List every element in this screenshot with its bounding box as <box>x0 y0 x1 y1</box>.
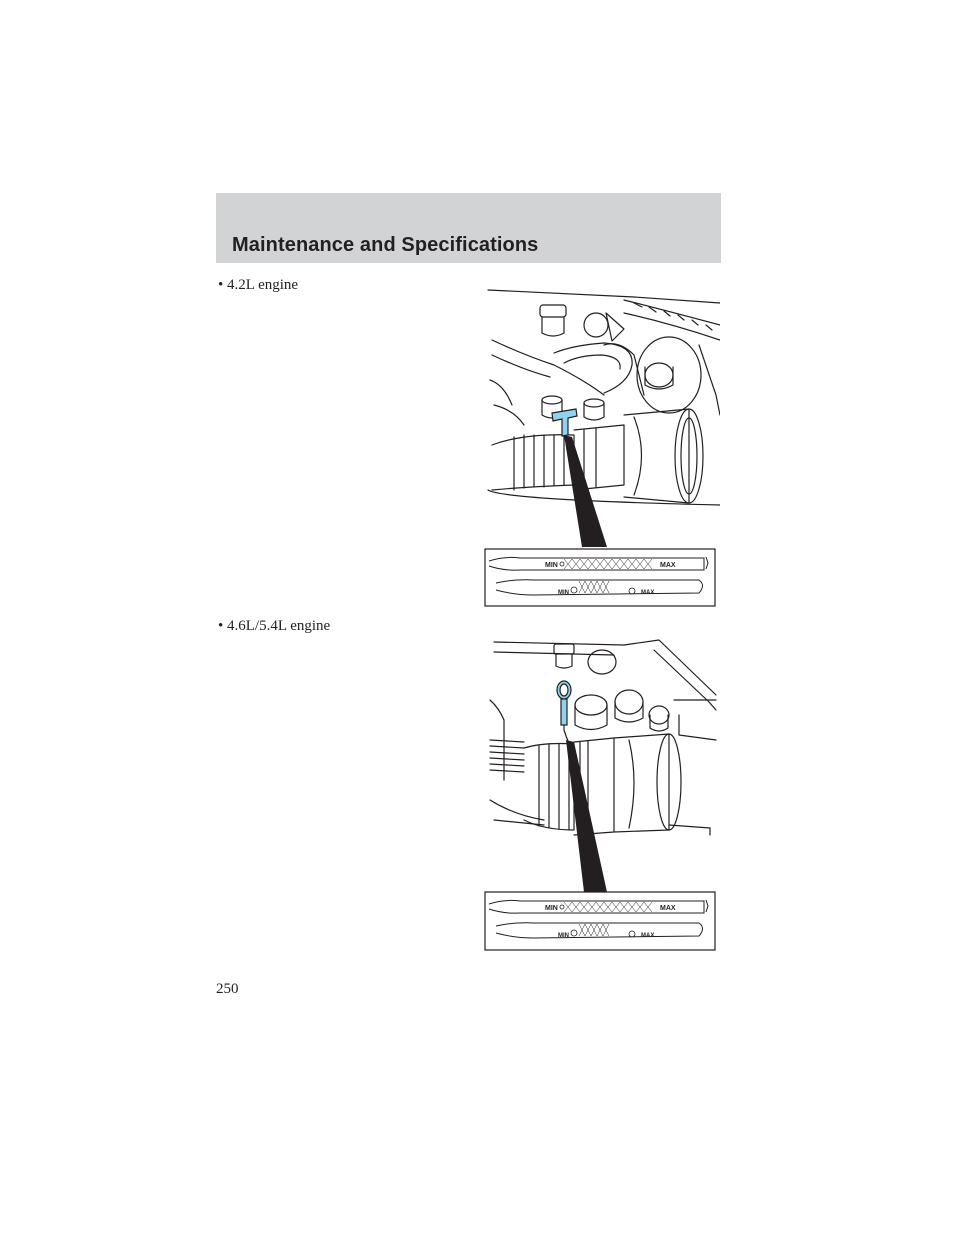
dipstick-max-label-2: MAX <box>641 933 655 939</box>
section-title: Maintenance and Specifications <box>232 234 539 256</box>
page-number: 250 <box>216 981 239 997</box>
dipstick-handle <box>552 409 577 436</box>
dipstick-min-label: MIN <box>545 905 558 912</box>
bullet-4-6l-5-4l-engine: • 4.6L/5.4L engine <box>218 618 331 634</box>
dipstick-handle <box>557 681 571 725</box>
dipstick-max-label-2: MAX <box>641 590 655 596</box>
dipstick-max-label: MAX <box>660 905 676 912</box>
dipstick-min-label-2: MIN <box>558 933 569 939</box>
bullet-4-2l-engine: • 4.2L engine <box>218 277 299 293</box>
dipstick-max-label: MAX <box>660 562 676 569</box>
engine-4-2l-illustration <box>484 285 720 610</box>
engine-4-6l-5-4l-illustration <box>484 630 720 953</box>
dipstick-min-label-2: MIN <box>558 590 569 596</box>
dipstick-min-label: MIN <box>545 562 558 569</box>
section-header-band <box>216 193 721 263</box>
